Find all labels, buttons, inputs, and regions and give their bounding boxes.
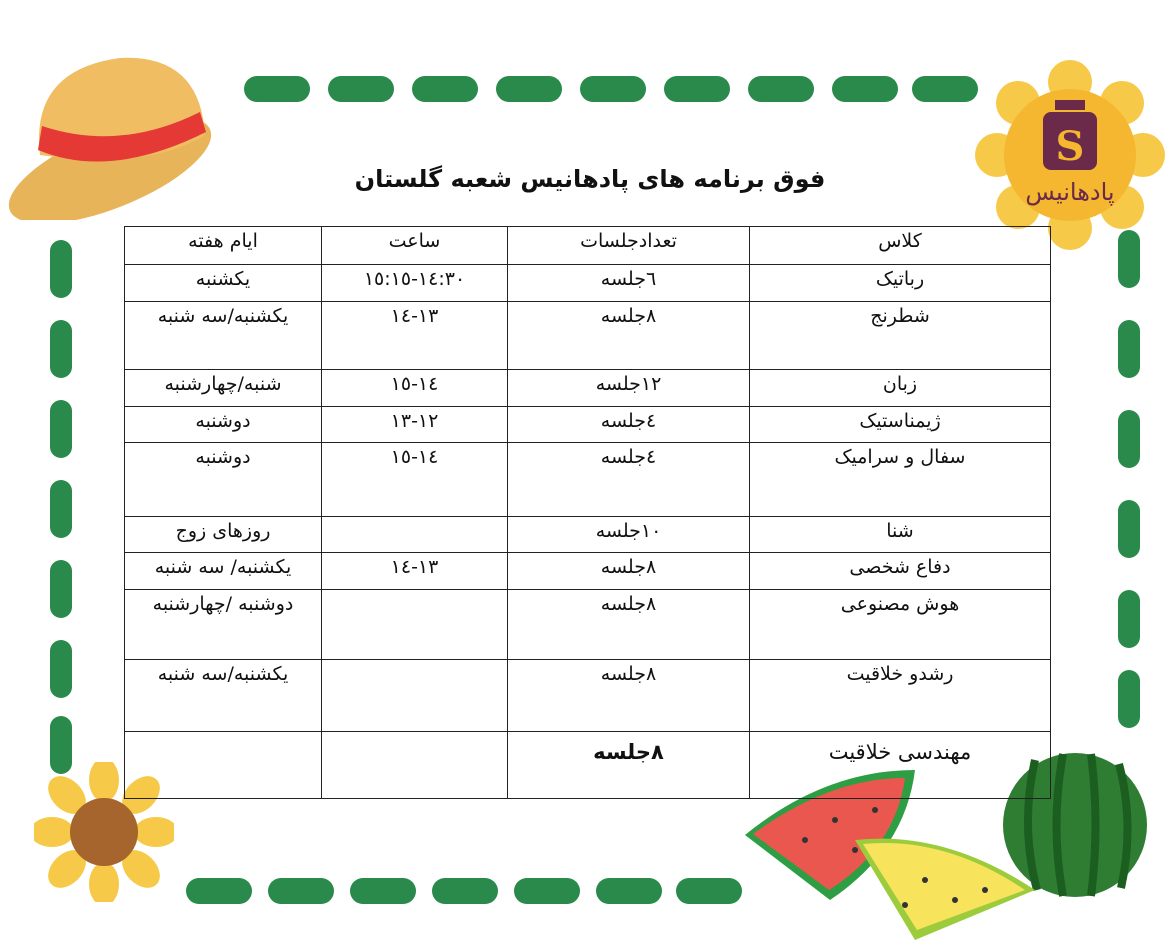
border-dash xyxy=(328,76,394,102)
cell-class: شطرنج xyxy=(750,302,1051,370)
cell-time xyxy=(322,732,508,799)
border-dash xyxy=(1118,500,1140,558)
table-row xyxy=(125,265,1051,302)
cell-class: هوش مصنوعی xyxy=(750,590,1051,660)
cell-sessions: ٨جلسه xyxy=(508,660,750,732)
border-dash xyxy=(50,240,72,298)
border-dash xyxy=(596,878,662,904)
page-title: فوق برنامه های پادهانیس شعبه گلستان xyxy=(354,165,826,193)
border-dash xyxy=(50,480,72,538)
cell-days: دوشنبه xyxy=(125,443,322,517)
border-dash xyxy=(50,400,72,458)
cell-sessions: ٨جلسه xyxy=(508,302,750,370)
cell-time: ١٤-١٥ xyxy=(322,370,508,407)
border-dash xyxy=(514,878,580,904)
cell-days: یکشنبه xyxy=(125,265,322,302)
cell-class: ژیمناستیک xyxy=(750,407,1051,443)
border-dash xyxy=(244,76,310,102)
schedule-table xyxy=(124,226,1051,799)
border-dash xyxy=(496,76,562,102)
cell-sessions: ١٠جلسه xyxy=(508,517,750,553)
border-dash xyxy=(1118,410,1140,468)
table-row xyxy=(125,407,1051,443)
straw-hat-icon xyxy=(0,40,230,220)
cell-sessions: ٤جلسه xyxy=(508,407,750,443)
border-dash xyxy=(350,878,416,904)
border-dash xyxy=(50,560,72,618)
cell-class: رباتیک xyxy=(750,265,1051,302)
header-time: ساعت xyxy=(322,227,508,265)
cell-sessions: ٨جلسه xyxy=(508,553,750,590)
cell-class: دفاع شخصی xyxy=(750,553,1051,590)
border-dash xyxy=(748,76,814,102)
border-dash xyxy=(50,320,72,378)
border-dash xyxy=(186,878,252,904)
table-row xyxy=(125,517,1051,553)
table-row xyxy=(125,553,1051,590)
cell-class: رشدو خلاقیت xyxy=(750,660,1051,732)
table-row xyxy=(125,302,1051,370)
logo-text: پادهانیس xyxy=(1025,178,1115,206)
border-dash xyxy=(664,76,730,102)
cell-class: سفال و سرامیک xyxy=(750,443,1051,517)
border-dash xyxy=(1118,590,1140,648)
border-dash xyxy=(832,76,898,102)
cell-time: ١٣-١٤ xyxy=(322,553,508,590)
header-days: ایام هفته xyxy=(125,227,322,265)
cell-days: یکشنبه/ سه شنبه xyxy=(125,553,322,590)
table-row xyxy=(125,370,1051,407)
cell-days: شنبه/چهارشنبه xyxy=(125,370,322,407)
cell-time: ١٢-١٣ xyxy=(322,407,508,443)
header-sessions: تعدادجلسات xyxy=(508,227,750,265)
cell-time xyxy=(322,590,508,660)
cell-time: ١٣-١٤ xyxy=(322,302,508,370)
table-row xyxy=(125,443,1051,517)
cell-days: روزهای زوج xyxy=(125,517,322,553)
cell-days: دوشنبه /چهارشنبه xyxy=(125,590,322,660)
header-class: کلاس xyxy=(750,227,1051,265)
table-row xyxy=(125,732,1051,799)
cell-days: دوشنبه xyxy=(125,407,322,443)
table-row xyxy=(125,590,1051,660)
cell-time: ١٤-١٥ xyxy=(322,443,508,517)
cell-time xyxy=(322,660,508,732)
cell-time: ١٤:٣٠-١٥:١٥ xyxy=(322,265,508,302)
table-row xyxy=(125,660,1051,732)
cell-class: شنا xyxy=(750,517,1051,553)
border-dash xyxy=(50,640,72,698)
cell-time xyxy=(322,517,508,553)
logo-monogram: S xyxy=(1055,123,1085,170)
cell-sessions: ٨جلسه xyxy=(508,590,750,660)
cell-class: زبان xyxy=(750,370,1051,407)
cell-days: یکشنبه/سه شنبه xyxy=(125,660,322,732)
border-dash xyxy=(412,76,478,102)
cell-sessions: ٨جلسه xyxy=(508,732,750,799)
cell-days: یکشنبه/سه شنبه xyxy=(125,302,322,370)
border-dash xyxy=(268,878,334,904)
border-dash xyxy=(912,76,978,102)
cell-sessions: ٦جلسه xyxy=(508,265,750,302)
border-dash xyxy=(676,878,742,904)
border-dash xyxy=(580,76,646,102)
border-dash xyxy=(1118,670,1140,728)
border-dash xyxy=(432,878,498,904)
cell-sessions: ٤جلسه xyxy=(508,443,750,517)
cell-days xyxy=(125,732,322,799)
cell-class: مهندسی خلاقیت xyxy=(750,732,1051,799)
cell-sessions: ١٢جلسه xyxy=(508,370,750,407)
border-dash xyxy=(1118,320,1140,378)
table-header-row xyxy=(125,227,1051,265)
